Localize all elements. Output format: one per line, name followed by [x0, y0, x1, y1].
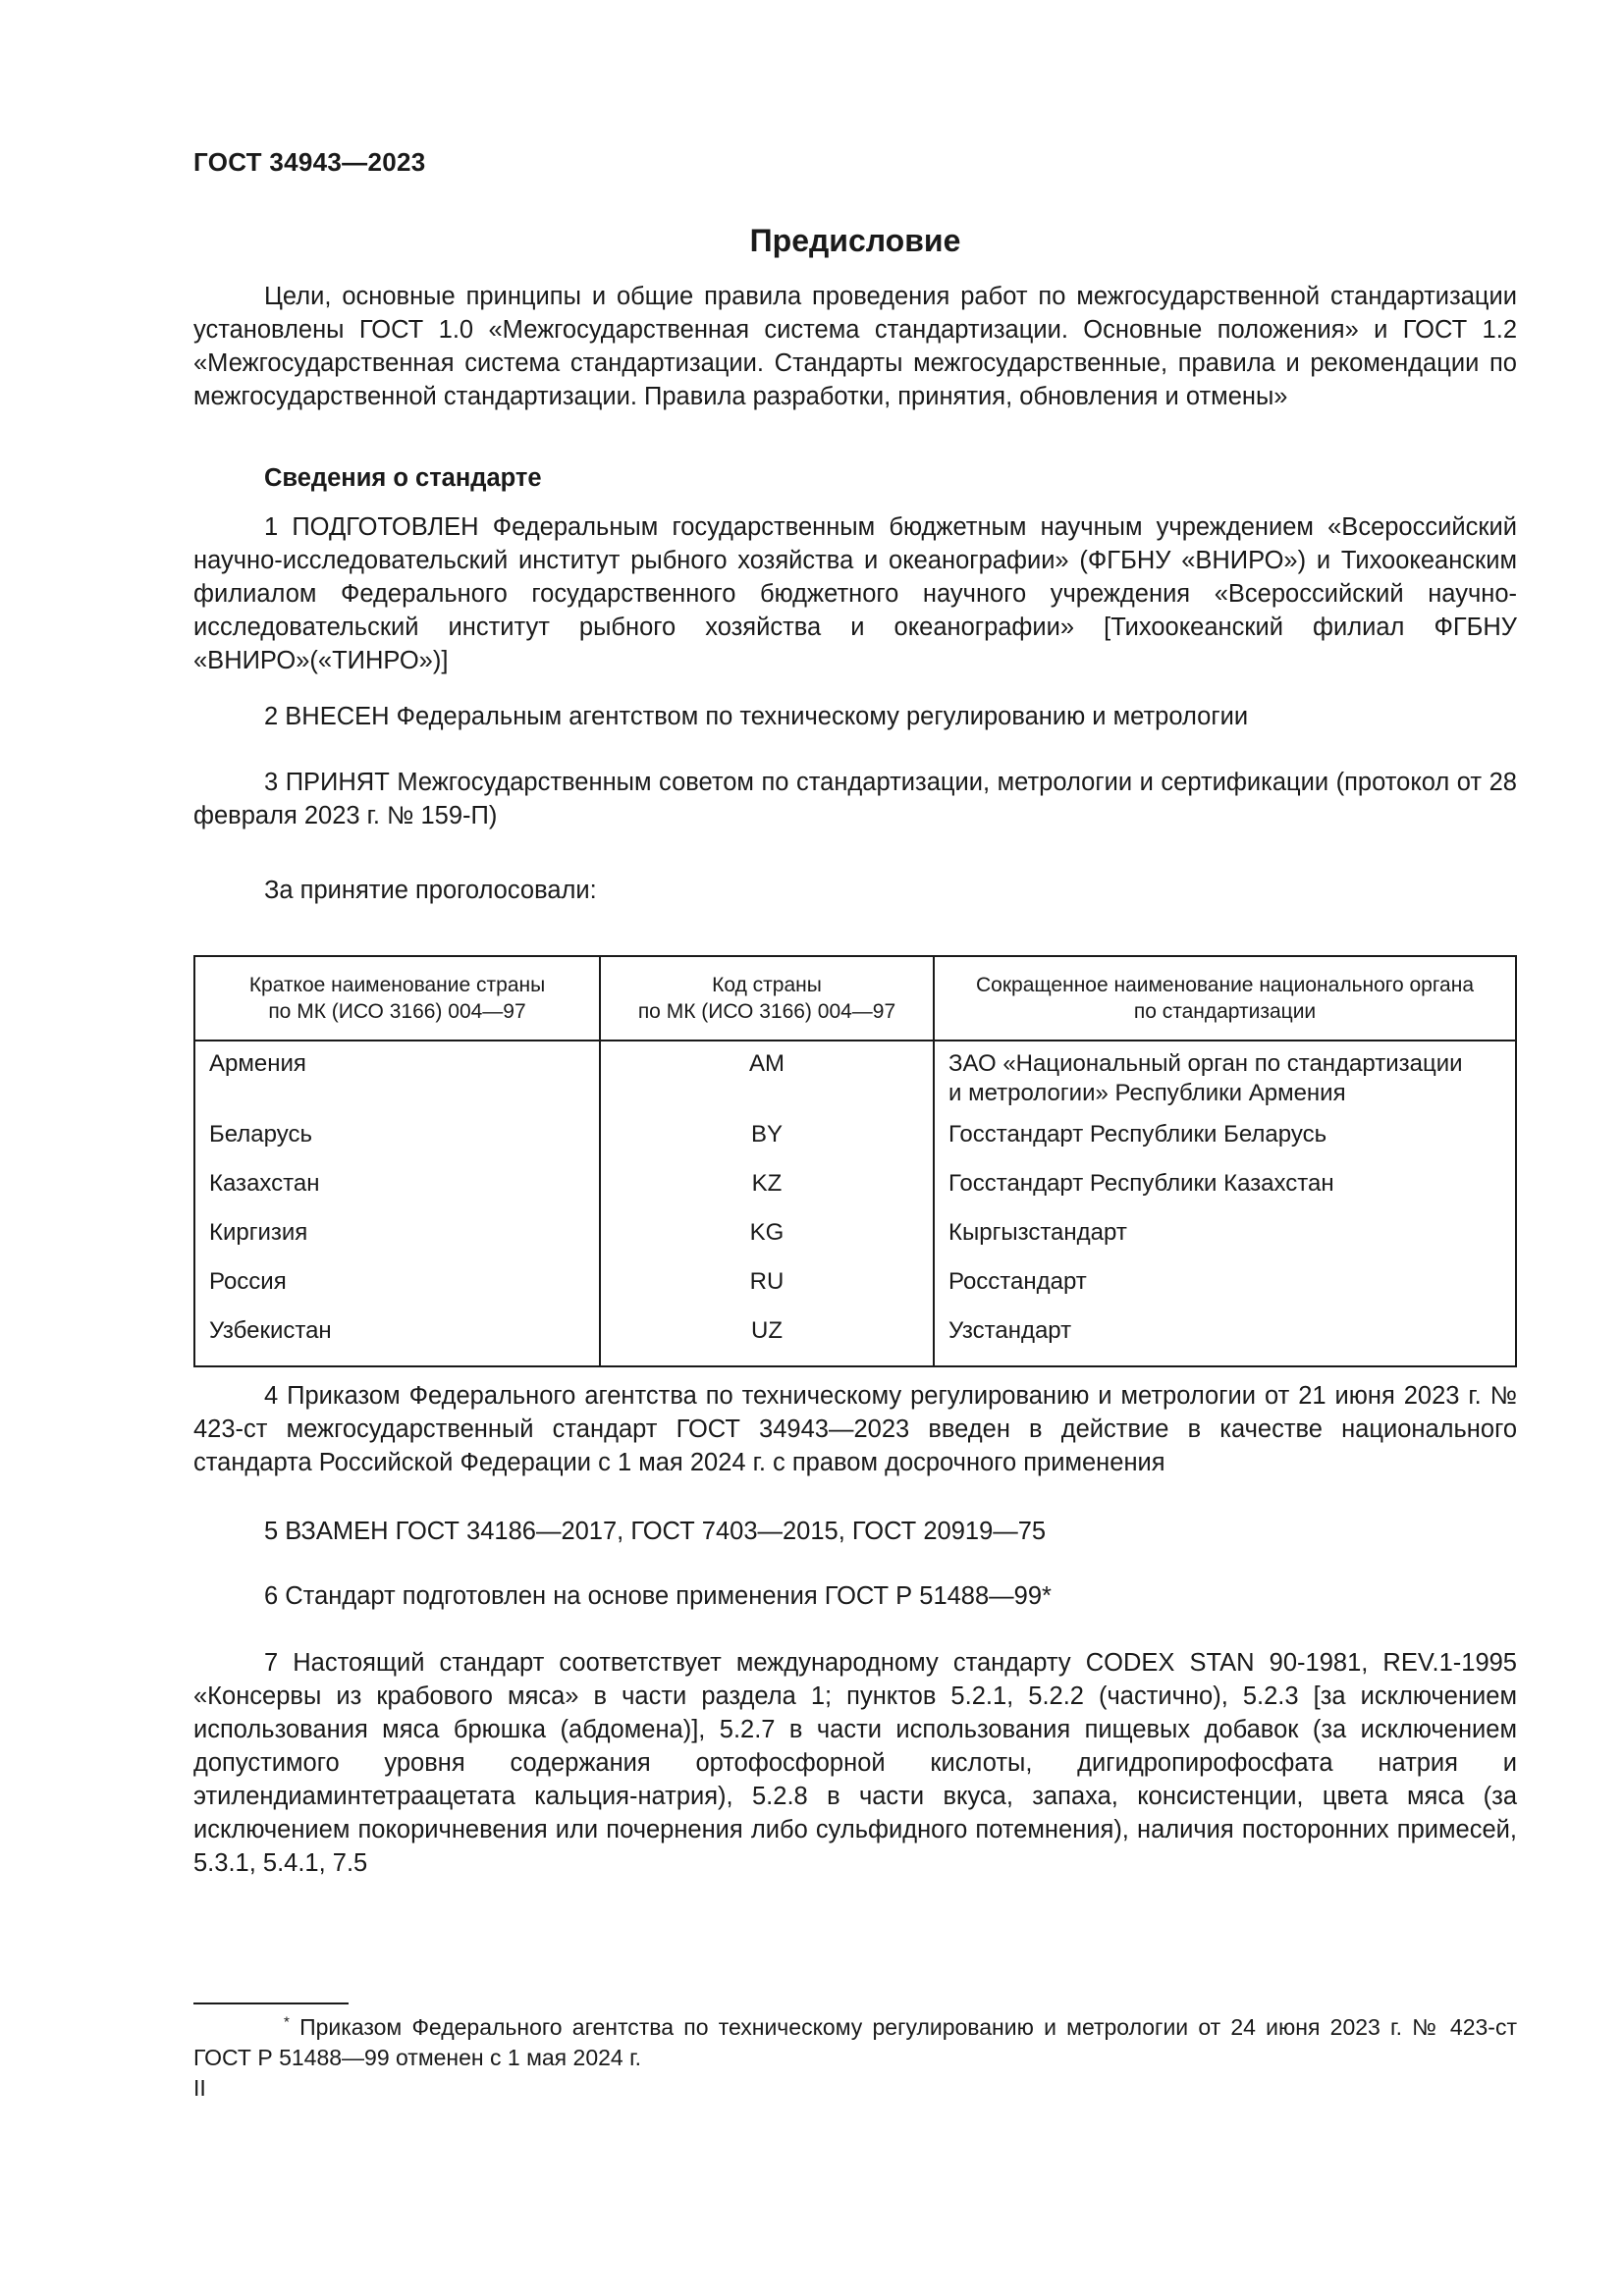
table-header-code: Код страны по МК (ИСО 3166) 004—97	[600, 956, 934, 1041]
table-row	[194, 1218, 1516, 1267]
code-cell: KZ	[600, 1169, 934, 1218]
table-header-body: Сокращенное наименование национального органа по стандартизации	[934, 956, 1516, 1041]
footnote	[193, 2012, 1517, 2073]
country-cell: Казахстан	[194, 1169, 600, 1218]
item-2-submitted: 2 ВНЕСЕН Федеральным агентством по техническому регулированию и метрологии	[264, 703, 1249, 730]
footnote-marker: *	[284, 2013, 290, 2031]
item-6-basis: 6 Стандарт подготовлен на основе применения ГОСТ Р 51488—99*	[264, 1582, 1052, 1610]
country-cell: Армения	[194, 1041, 600, 1120]
item-7-correspondence: 7 Настоящий стандарт соответствует международному стандарту CODEX STAN 90-1981, REV.1-1995 «Консервы из крабового мяса» в части раздела 1; пунктов 5.2.1, 5.2.2 (частично), 5.2.3 [за исключением использования мяса брюшка (абдомена)], 5.2.7 в части использования пищевых добавок (за исключением допустимого уровня содержания ортофосфорной кислоты, дигидропирофосфата натрия и этилендиаминтетраацетата кальция-натрия), 5.2.8 в части вкуса, запаха, консистенции, цвета мяса (за исключением покоричневения или почернения либо сульфидного потемнения), наличия посторонних примесей, 5.3.1, 5.4.1, 7.5	[193, 1649, 1517, 1877]
voting-table	[193, 955, 1517, 1367]
country-cell: Беларусь	[194, 1120, 600, 1169]
section-heading: Сведения о стандарте	[264, 464, 542, 492]
table-row	[194, 1267, 1516, 1316]
item-4-order: 4 Приказом Федерального агентства по техническому регулированию и метрологии от 21 июня 2023 г. № 423-ст межгосударственный стандарт ГОСТ 34943—2023 введен в действие в качестве национального стандарта Российской Федерации с 1 мая 2024 г. с правом досрочного применения	[193, 1382, 1517, 1476]
vote-intro: За принятие проголосовали:	[264, 877, 597, 904]
code-cell: UZ	[600, 1316, 934, 1366]
code-cell: BY	[600, 1120, 934, 1169]
country-cell: Киргизия	[194, 1218, 600, 1267]
page-number: II	[193, 2075, 206, 2101]
item-3-adopted: 3 ПРИНЯТ Межгосударственным советом по стандартизации, метрологии и сертификации (протокол от 28 февраля 2023 г. № 159-П)	[193, 769, 1517, 829]
intro-paragraph: Цели, основные принципы и общие правила проведения работ по межгосударственной стандартизации установлены ГОСТ 1.0 «Межгосударственная система стандартизации. Основные положения» и ГОСТ 1.2 «Межгосударственная система стандартизации. Стандарты межгосударственные, правила и рекомендации по межгосударственной стандартизации. Правила разработки, принятия, обновления и отмены»	[193, 283, 1517, 410]
item-1-prepared: 1 ПОДГОТОВЛЕН Федеральным государственным бюджетным научным учреждением «Всероссийский научно-исследовательский институт рыбного хозяйства и океанографии» (ФГБНУ «ВНИРО») и Тихоокеанским филиалом Федерального государственного бюджетного научного учреждения «Всероссийский научно-исследовательский институт рыбного хозяйства и океанографии» [Тихоокеанский филиал ФГБНУ «ВНИРО»(«ТИНРО»)]	[193, 513, 1517, 674]
body-cell: ЗАО «Национальный орган по стандартизации и метрологии» Республики Армения	[934, 1041, 1516, 1120]
page-title: Предисловие	[749, 223, 961, 258]
table-row	[194, 1316, 1516, 1366]
body-cell: Госстандарт Республики Казахстан	[934, 1169, 1516, 1218]
table-row	[194, 1120, 1516, 1169]
body-cell: Узстандарт	[934, 1316, 1516, 1366]
country-cell: Россия	[194, 1267, 600, 1316]
table-header-row	[194, 956, 1516, 1041]
document-code: ГОСТ 34943—2023	[193, 147, 426, 177]
code-cell: AM	[600, 1041, 934, 1120]
table-header-country: Краткое наименование страны по МК (ИСО 3166) 004—97	[194, 956, 600, 1041]
code-cell: KG	[600, 1218, 934, 1267]
body-cell: Росстандарт	[934, 1267, 1516, 1316]
country-cell: Узбекистан	[194, 1316, 600, 1366]
body-cell: Кыргызстандарт	[934, 1218, 1516, 1267]
footnote-text: Приказом Федерального агентства по техническому регулированию и метрологии от 24 июня 2023 г. № 423-ст ГОСТ Р 51488—99 отменен с 1 мая 2024 г.	[193, 2014, 1517, 2070]
body-cell: Госстандарт Республики Беларусь	[934, 1120, 1516, 1169]
footnote-divider	[193, 2002, 349, 2004]
code-cell: RU	[600, 1267, 934, 1316]
table-row	[194, 1041, 1516, 1120]
table-row	[194, 1169, 1516, 1218]
item-5-replaces: 5 ВЗАМЕН ГОСТ 34186—2017, ГОСТ 7403—2015, ГОСТ 20919—75	[264, 1518, 1047, 1545]
